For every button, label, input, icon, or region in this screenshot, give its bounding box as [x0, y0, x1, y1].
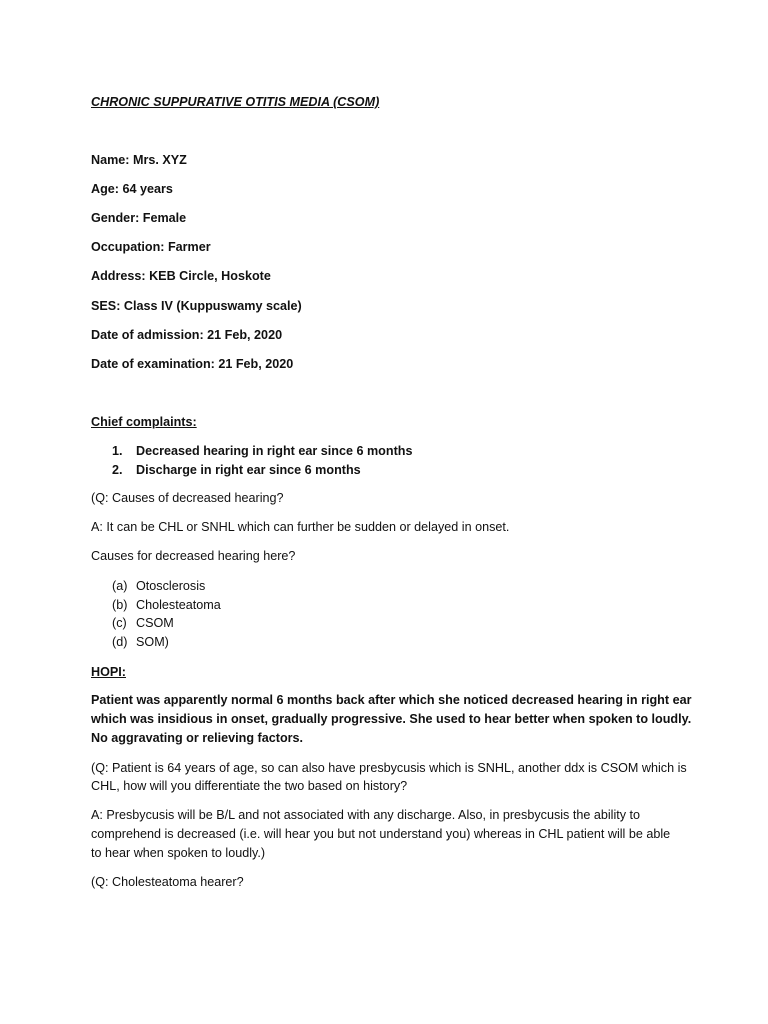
question-causes-here: Causes for decreased hearing here?	[91, 549, 296, 563]
question-causes: (Q: Causes of decreased hearing?	[91, 491, 284, 505]
complaint-item: Discharge in right ear since 6 months	[136, 463, 361, 477]
detail-address: Address: KEB Circle, Hoskote	[91, 269, 271, 283]
complaint-item: Decreased hearing in right ear since 6 months	[136, 444, 413, 458]
cause-label: (b)	[112, 598, 128, 612]
detail-examination-date: Date of examination: 21 Feb, 2020	[91, 357, 294, 371]
answer-differentiate-line: to hear when spoken to loudly.)	[91, 846, 266, 860]
complaint-number: 2.	[112, 463, 123, 477]
document-title: CHRONIC SUPPURATIVE OTITIS MEDIA (CSOM)	[91, 95, 380, 109]
question-cholesteatoma: (Q: Cholesteatoma hearer?	[91, 875, 244, 889]
hopi-line: Patient was apparently normal 6 months back after which she noticed decreased hearing in right ear	[91, 693, 692, 707]
cause-label: (a)	[112, 579, 128, 593]
chief-complaints-heading: Chief complaints:	[91, 415, 197, 429]
answer-causes: A: It can be CHL or SNHL which can further be sudden or delayed in onset.	[91, 520, 510, 534]
complaint-number: 1.	[112, 444, 123, 458]
detail-occupation: Occupation: Farmer	[91, 240, 211, 254]
question-differentiate-line: (Q: Patient is 64 years of age, so can also have presbycusis which is SNHL, another ddx is CSOM which is	[91, 761, 687, 775]
hopi-heading: HOPI:	[91, 665, 126, 679]
cause-item: Cholesteatoma	[136, 598, 221, 612]
cause-item: CSOM	[136, 616, 174, 630]
answer-differentiate-line: comprehend is decreased (i.e. will hear you but not understand you) whereas in CHL patient will be able	[91, 827, 671, 841]
cause-item: Otosclerosis	[136, 579, 206, 593]
cause-label: (d)	[112, 635, 128, 649]
answer-differentiate-line: A: Presbycusis will be B/L and not associated with any discharge. Also, in presbycusis the ability to	[91, 808, 641, 822]
hopi-line: which was insidious in onset, gradually progressive. She used to hear better when spoken to loudly.	[91, 712, 692, 726]
hopi-line: No aggravating or relieving factors.	[91, 731, 304, 745]
detail-name: Name: Mrs. XYZ	[91, 153, 187, 167]
cause-label: (c)	[112, 616, 127, 630]
question-differentiate-line: CHL, how will you differentiate the two based on history?	[91, 779, 408, 793]
detail-admission-date: Date of admission: 21 Feb, 2020	[91, 328, 283, 342]
detail-gender: Gender: Female	[91, 211, 187, 225]
detail-ses: SES: Class IV (Kuppuswamy scale)	[91, 299, 302, 313]
detail-age: Age: 64 years	[91, 182, 173, 196]
cause-item: SOM)	[136, 635, 169, 649]
